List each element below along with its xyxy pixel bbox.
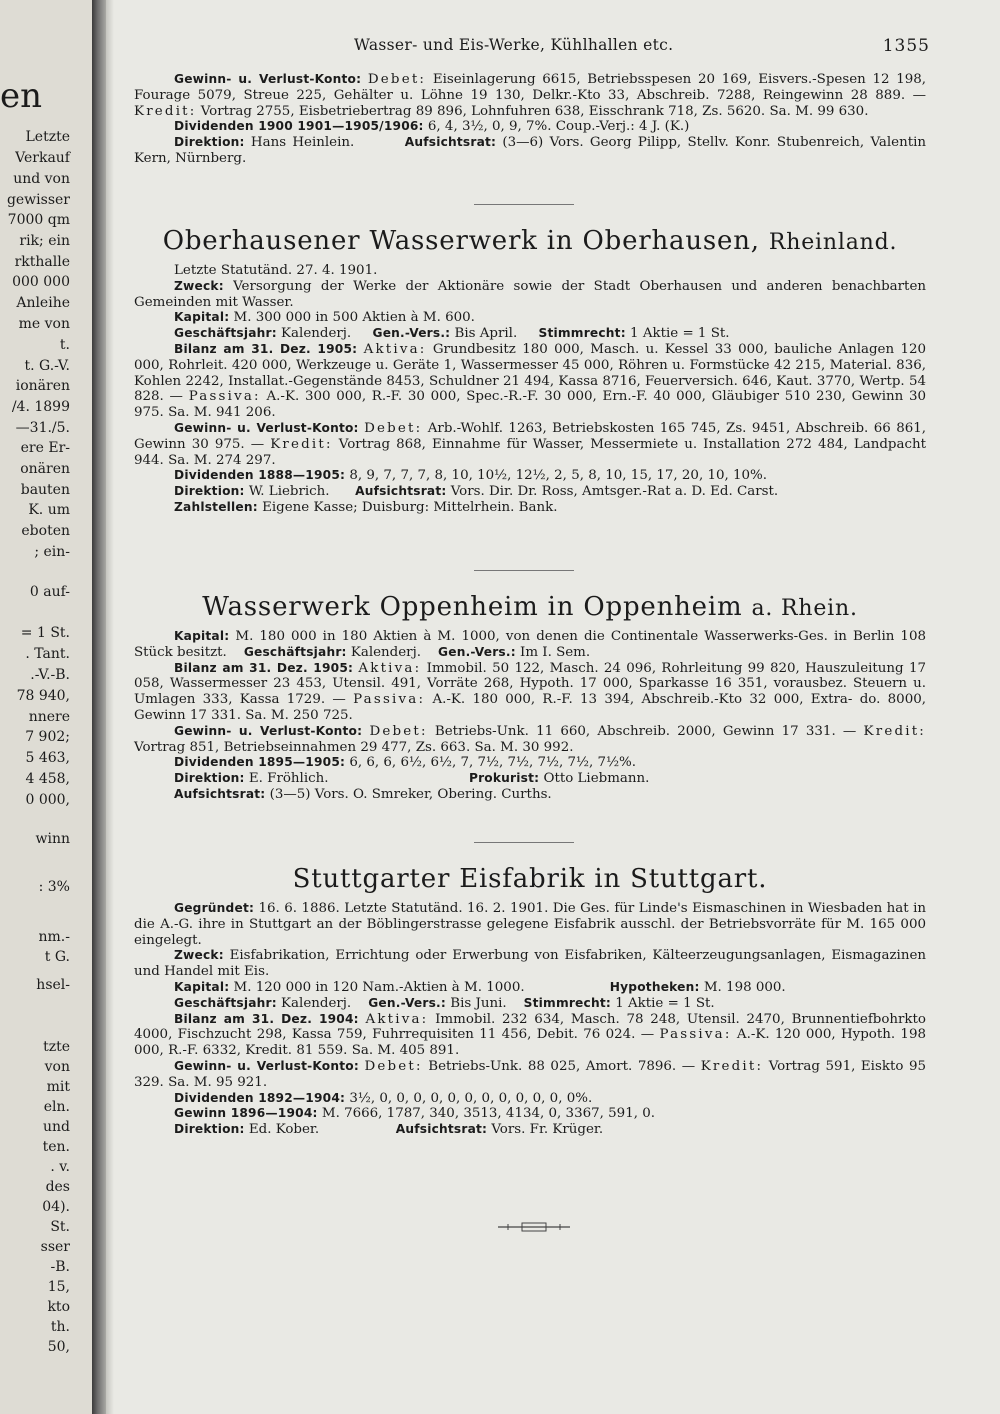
management-paragraph xyxy=(134,135,926,167)
left-fragment-line: me von xyxy=(18,316,70,332)
aufsichtsrat-label: Aufsichtsrat: xyxy=(174,786,266,801)
bilanz-text-2: A.-K. 120 000, Hypoth. 198 000, R.-F. 6332, Kredit. 81 559. Sa. M. 405 891. xyxy=(134,1027,926,1059)
left-fragment-line: hsel- xyxy=(36,977,70,993)
dividends-text: 3½, 0, 0, 0, 0, 0, 0, 0, 0, 0, 0, 0, 0%. xyxy=(345,1090,593,1106)
running-title: Wasser- und Eis-Werke, Kühlhallen etc. xyxy=(354,36,674,54)
kapital-text: M. 120 000 in 120 Nam.-Aktien à M. 1000. xyxy=(229,979,525,995)
left-fragment-line: bauten xyxy=(20,482,70,498)
guv-text-2: Vortrag 868, Einnahme für Wasser, Messermiete u. Installation 272 484, Landpacht 944. Sa. M. 274 297. xyxy=(134,436,926,468)
bilanz-text: Grundbesitz 180 000, Masch. u. Kessel 33 000, bauliche Anlagen 120 000, Rohrleit. 420 000, Werkzeuge u. Geräte 1, Wassermesser 45 000, Röhren u. Formstücke 42 215, Material. 836, Kohlen 2242, Installat.-Gegenstände 8453, Schuldner 21 494, Kassa 8716, Feuerversich. 646, Kaut. 3770, Wertp. 54 828. — xyxy=(134,341,926,405)
purpose-paragraph xyxy=(134,948,926,980)
kredit-label: Kredit: xyxy=(863,723,927,739)
left-fragment-line: 0 auf- xyxy=(29,584,70,600)
passiva-label: Passiva: xyxy=(353,692,426,708)
left-fragment-line: . v. xyxy=(50,1159,70,1175)
dividends-paragraph xyxy=(134,119,926,135)
document-page xyxy=(134,0,934,1414)
management-paragraph xyxy=(134,771,926,787)
left-fragment-line: t. G.-V. xyxy=(24,358,70,374)
aktiva-label: Aktiva: xyxy=(358,660,422,676)
guv-text: Arb.-Wohlf. 1263, Betriebskosten 165 745, Zs. 9451, Abschreib. 66 861, Gewinn 30 975. — xyxy=(134,420,927,452)
direktion-text: E. Fröhlich. xyxy=(244,771,329,787)
left-fragment-line: 5 463, xyxy=(25,750,70,766)
left-fragment-line: Anleihe xyxy=(16,295,70,311)
left-fragment-line: 4 458, xyxy=(25,771,70,787)
left-fragment-line: winn xyxy=(35,831,70,847)
page-header xyxy=(134,36,934,60)
bilanz-text-2: A.-K. 180 000, R.-F. 13 394, Abschreib.-Kto 32 000, Extra- do. 8000, Gewinn 17 331. Sa. M. 250 725. xyxy=(134,692,926,723)
book-gutter xyxy=(92,0,106,1414)
section-divider xyxy=(474,570,574,571)
guv-text: Betriebs-Unk. 11 660, Abschreib. 2000, Gewinn 17 331. — xyxy=(427,723,864,739)
company-entry-oppenheim xyxy=(134,629,926,803)
left-fragment-line: . Tant. xyxy=(25,646,70,662)
management-paragraph xyxy=(134,484,926,500)
hypotheken-label: Hypotheken: xyxy=(609,979,700,994)
left-fragment-line: ; ein- xyxy=(34,544,70,560)
left-fragment-line: von xyxy=(44,1059,70,1075)
statute-line: Letzte Statutänd. 27. 4. 1901. xyxy=(174,263,378,278)
dividends-label: Dividenden 1892—1904: xyxy=(174,1090,346,1105)
left-fragment-line: rkthalle xyxy=(14,254,70,270)
genvers-label: Gen.-Vers.: xyxy=(372,326,451,341)
left-fragment-line: gewisser xyxy=(6,192,70,208)
bilanz-label: Bilanz am 31. Dez. 1905: xyxy=(174,660,354,675)
zweck-label: Zweck: xyxy=(174,948,224,963)
credit-label: Kredit: xyxy=(134,103,197,119)
geschaeftsjahr-text: Kalenderj. xyxy=(276,995,352,1011)
gv-paragraph xyxy=(134,72,926,119)
aktiva-label: Aktiva: xyxy=(363,341,427,357)
bilanz-text-2: A.-K. 300 000, R.-F. 30 000, Spec.-R.-F. 30 000, Ern.-F. 40 000, Gläubiger 510 230, Gewinn 30 975. Sa. M. 941 206. xyxy=(134,389,926,421)
section-divider xyxy=(474,842,574,843)
balance-paragraph xyxy=(134,1012,926,1059)
kapital-text: M. 300 000 in 500 Aktien à M. 600. xyxy=(229,310,475,326)
left-fragment-line: mit xyxy=(46,1079,70,1095)
page-number: 1355 xyxy=(882,36,930,56)
profit-paragraph xyxy=(134,1106,926,1122)
left-fragment-line: -B. xyxy=(50,1259,70,1275)
stimmrecht-text: 1 Aktie = 1 St. xyxy=(625,326,730,342)
passiva-label: Passiva: xyxy=(659,1027,732,1043)
left-fragment-line: 04). xyxy=(42,1199,70,1215)
left-fragment-line: sser xyxy=(40,1239,70,1255)
company-heading-stuttgart: Stuttgarter Eisfabrik in Stuttgart. xyxy=(292,864,768,894)
pl-paragraph xyxy=(134,421,926,468)
board-paragraph xyxy=(134,787,926,803)
company-name: Oberhausener Wasserwerk in Oberhausen, xyxy=(162,226,760,256)
dividends-paragraph xyxy=(134,1091,926,1107)
left-fragment-line: 78 940, xyxy=(16,688,70,704)
direktion-text: Hans Heinlein. xyxy=(244,135,355,151)
left-fragment-line: des xyxy=(45,1179,70,1195)
pl-paragraph xyxy=(134,724,926,756)
book-gutter-shadow xyxy=(106,0,114,1414)
aufsichtsrat-label: Aufsichtsrat: xyxy=(355,484,447,499)
fiscal-paragraph xyxy=(134,996,926,1012)
guv-text-2: Vortrag 851, Betriebseinnahmen 29 477, Zs. 663. Sa. M. 30 992. xyxy=(134,739,574,755)
dividends-label: Dividenden 1888—1905: xyxy=(174,468,346,483)
dividends-text: 6, 6, 6, 6½, 6½, 7, 7½, 7½, 7½, 7½, 7½%. xyxy=(345,755,637,771)
dividends-label: Dividenden 1900 1901—1905/1906: xyxy=(174,119,424,134)
gegruendet-label: Gegründet: xyxy=(174,901,255,915)
left-fragment-line: : 3% xyxy=(38,879,70,895)
company-heading-oppenheim xyxy=(134,592,926,622)
left-fragment-line: t. xyxy=(59,337,70,353)
gewinn-label: Gewinn 1896—1904: xyxy=(174,1106,318,1121)
genvers-label: Gen.-Vers.: xyxy=(368,995,446,1010)
stimmrecht-label: Stimmrecht: xyxy=(523,995,611,1010)
bilanz-label: Bilanz am 31. Dez. 1904: xyxy=(174,1011,359,1026)
dividends-paragraph xyxy=(134,755,926,771)
dividends-text: 8, 9, 7, 7, 7, 8, 10, 10½, 12½, 2, 5, 8, 10, 15, 17, 20, 10, 10%. xyxy=(345,468,768,484)
guv-text-2: Vortrag 591, Eiskto 95 329. Sa. M. 95 921. xyxy=(134,1058,926,1090)
left-fragment-line: 7 902; xyxy=(25,729,70,745)
guv-label: Gewinn- u. Verlust-Konto: xyxy=(174,1058,359,1073)
founded-paragraph xyxy=(134,901,926,948)
direktion-label: Direktion: xyxy=(174,135,245,150)
paying-agents-paragraph xyxy=(134,500,926,516)
left-fragment-line: th. xyxy=(50,1319,70,1335)
left-fragment-line: tzte xyxy=(43,1039,70,1055)
kredit-label: Kredit: xyxy=(700,1058,764,1074)
left-fragment-line: rik; ein xyxy=(19,233,70,249)
capital-paragraph xyxy=(134,629,926,661)
kapital-label: Kapital: xyxy=(174,979,230,994)
left-fragment-line: St. xyxy=(50,1219,70,1235)
left-fragment-line: kto xyxy=(47,1299,70,1315)
guv-label: Gewinn- u. Verlust-Konto: xyxy=(174,723,363,738)
balance-paragraph xyxy=(134,342,926,421)
left-fragment-line: nnere xyxy=(28,709,70,725)
left-fragment-line: 15, xyxy=(47,1279,70,1295)
genvers-label: Gen.-Vers.: xyxy=(438,644,516,659)
kredit-label: Kredit: xyxy=(270,436,333,452)
geschaeftsjahr-label: Geschäftsjahr: xyxy=(174,326,277,341)
left-fragment-line: = 1 St. xyxy=(20,625,70,641)
dividends-text: 6, 4, 3½, 0, 9, 7%. Coup.-Verj.: 4 J. (K.) xyxy=(423,119,690,135)
geschaeftsjahr-text: Kalenderj. xyxy=(276,326,352,342)
stimmrecht-text: 1 Aktie = 1 St. xyxy=(610,995,715,1011)
direktion-label: Direktion: xyxy=(174,1122,245,1137)
geschaeftsjahr-label: Geschäftsjahr: xyxy=(243,644,347,659)
end-ornament xyxy=(494,1220,574,1234)
direktion-label: Direktion: xyxy=(174,484,245,499)
direktion-text: W. Liebrich. xyxy=(244,484,330,500)
section-divider xyxy=(474,204,574,205)
left-fragment-line: eboten xyxy=(21,523,70,539)
capital-paragraph xyxy=(134,980,926,996)
genvers-text: Bis April. xyxy=(450,326,518,342)
genvers-text: Bis Juni. xyxy=(445,995,507,1011)
left-fragment-line: t G. xyxy=(44,949,70,965)
left-fragment-line: Verkauf xyxy=(15,150,70,166)
aufsichtsrat-label: Aufsichtsrat: xyxy=(395,1122,488,1137)
kapital-label: Kapital: xyxy=(174,310,230,325)
guv-text: Betriebs-Unk. 88 025, Amort. 7896. — xyxy=(422,1058,701,1074)
left-fragment-line: ere Er- xyxy=(20,440,70,456)
company-entry-stuttgart xyxy=(134,901,926,1138)
gegruendet-text: 16. 6. 1886. Letzte Statutänd. 16. 2. 1901. Die Ges. für Linde's Eismaschinen in Wiesbaden hat in die A.-G. ihre in Stuttgart an der Böblingerstrasse gelegene Eisfabrik ausschl. der Betriebsvorräte für M. 165 000 eingelegt. xyxy=(134,901,926,948)
debet-label: Debet: xyxy=(364,420,423,436)
gv-text-2: Vortrag 2755, Eisbetriebertrag 89 896, Lohnfuhren 638, Eisschrank 718, Zs. 5620. Sa. M. 99 630. xyxy=(196,103,869,119)
debit-label: Debet: xyxy=(367,72,427,87)
kapital-label: Kapital: xyxy=(174,629,230,643)
prokurist-text: Otto Liebmann. xyxy=(539,771,650,787)
company-entry-oberhausen xyxy=(134,263,926,516)
pl-paragraph xyxy=(134,1059,926,1091)
zweck-text: Eisfabrikation, Errichtung oder Erwerbung von Eisfabriken, Kälteerzeugungsanlagen, Eismagazinen und Handel mit Eis. xyxy=(134,948,926,980)
aufsichtsrat-text: (3—6) Vors. Georg Pilipp, Stellv. Konr. Stubenreich, Valentin Kern, Nürnberg. xyxy=(134,135,926,166)
genvers-text: Im I. Sem. xyxy=(515,644,591,660)
geschaeftsjahr-text: Kalenderj. xyxy=(346,644,421,660)
company-name: Wasserwerk Oppenheim in Oppenheim xyxy=(202,592,743,622)
gewinn-text: M. 7666, 1787, 340, 3513, 4134, 0, 3367, 591, 0. xyxy=(317,1106,655,1122)
prokurist-label: Prokurist: xyxy=(468,771,540,786)
stimmrecht-label: Stimmrecht: xyxy=(538,326,626,341)
aktiva-label: Aktiva: xyxy=(365,1011,429,1027)
fiscal-paragraph xyxy=(134,326,926,342)
zweck-label: Zweck: xyxy=(174,278,224,293)
company-heading-oberhausen xyxy=(134,226,926,256)
passiva-label: Passiva: xyxy=(188,389,261,405)
left-fragment-line: —31./5. xyxy=(15,420,70,436)
bilanz-text: Immobil. 50 122, Masch. 24 096, Rohrleitung 99 820, Hauszuleitung 17 058, Wassermesser 23 453, Utensil. 491, Vorräte 268, Hypoth. 17 000, Sparkasse 16 351, vorausbez. Steuern u. Umlagen 333, Kassa 1729. — xyxy=(134,660,926,708)
left-page-fragment xyxy=(0,0,92,1414)
aufsichtsrat-text: Vors. Fr. Krüger. xyxy=(487,1122,604,1138)
left-fragment-line: K. um xyxy=(28,502,70,518)
left-fragment-line: Letzte xyxy=(25,129,70,145)
bilanz-text: Immobil. 232 634, Masch. 78 248, Utensil. 2470, Brunnentiefbohrkto 4000, Fischzucht 298, Kassa 759, Fuhrrequisiten 11 456, Debit. 76 024. — xyxy=(134,1011,926,1043)
left-fragment-line: .-V.-B. xyxy=(30,667,70,683)
gv-label: Gewinn- u. Verlust-Konto: xyxy=(174,72,362,86)
direktion-text: Ed. Kober. xyxy=(244,1122,320,1138)
direktion-label: Direktion: xyxy=(174,771,245,786)
left-fragment-line: eln. xyxy=(43,1099,70,1115)
aufsichtsrat-text: Vors. Dir. Dr. Ross, Amtsger.-Rat a. D. Ed. Carst. xyxy=(446,484,779,500)
balance-paragraph xyxy=(134,661,926,724)
debet-label: Debet: xyxy=(364,1058,423,1074)
guv-label: Gewinn- u. Verlust-Konto: xyxy=(174,420,359,435)
capital-paragraph xyxy=(134,310,926,326)
left-fragment-line: 7000 qm xyxy=(7,212,70,228)
dividends-paragraph xyxy=(134,468,926,484)
zweck-text: Versorgung der Werke der Aktionäre sowie der Stadt Oberhausen und anderen benachbarten Gemeinden mit Wasser. xyxy=(134,278,926,310)
aufsichtsrat-text: (3—5) Vors. O. Smreker, Obering. Curths. xyxy=(265,786,552,802)
left-fragment-line: onären xyxy=(20,461,70,477)
dividends-label: Dividenden 1895—1905: xyxy=(174,755,346,770)
previous-company-continuation xyxy=(134,72,926,167)
hypotheken-text: M. 198 000. xyxy=(699,979,786,995)
gv-text: Eiseinlagerung 6615, Betriebsspesen 20 169, Eisvers.-Spesen 12 198, Fourage 5079, Streue 225, Gehälter u. Löhne 19 130, Delkr.-Kto 33, Abschreib. 7288, Reingewinn 28 889. — xyxy=(134,72,927,103)
left-fragment-line: 0 000, xyxy=(25,792,70,808)
purpose-paragraph xyxy=(134,279,926,311)
left-fragment-line: und xyxy=(43,1119,70,1135)
left-fragment-line: und von xyxy=(13,171,70,187)
debet-label: Debet: xyxy=(369,723,428,739)
zahlstellen-label: Zahlstellen: xyxy=(174,499,258,514)
kapital-text: M. 180 000 in 180 Aktien à M. 1000, von denen die Continentale Wasserwerks-Ges. in Berlin 108 Stück besitzt. xyxy=(134,629,926,660)
left-fragment-heading: en xyxy=(0,76,43,116)
left-fragment-line: /4. 1899 xyxy=(11,399,70,415)
left-fragment-line: 50, xyxy=(47,1339,70,1355)
management-paragraph xyxy=(134,1122,926,1138)
left-fragment-line: ionären xyxy=(15,378,70,394)
left-fragment-line: nm.- xyxy=(38,929,70,945)
company-location: Rheinland. xyxy=(768,230,898,255)
left-fragment-line: ten. xyxy=(42,1139,70,1155)
zahlstellen-text: Eigene Kasse; Duisburg: Mittelrhein. Bank. xyxy=(257,499,558,515)
left-fragment-line: 000 000 xyxy=(12,274,70,290)
company-location: a. Rhein. xyxy=(751,596,858,621)
aufsichtsrat-label: Aufsichtsrat: xyxy=(404,135,497,150)
bilanz-label: Bilanz am 31. Dez. 1905: xyxy=(174,341,358,356)
geschaeftsjahr-label: Geschäftsjahr: xyxy=(174,995,277,1010)
